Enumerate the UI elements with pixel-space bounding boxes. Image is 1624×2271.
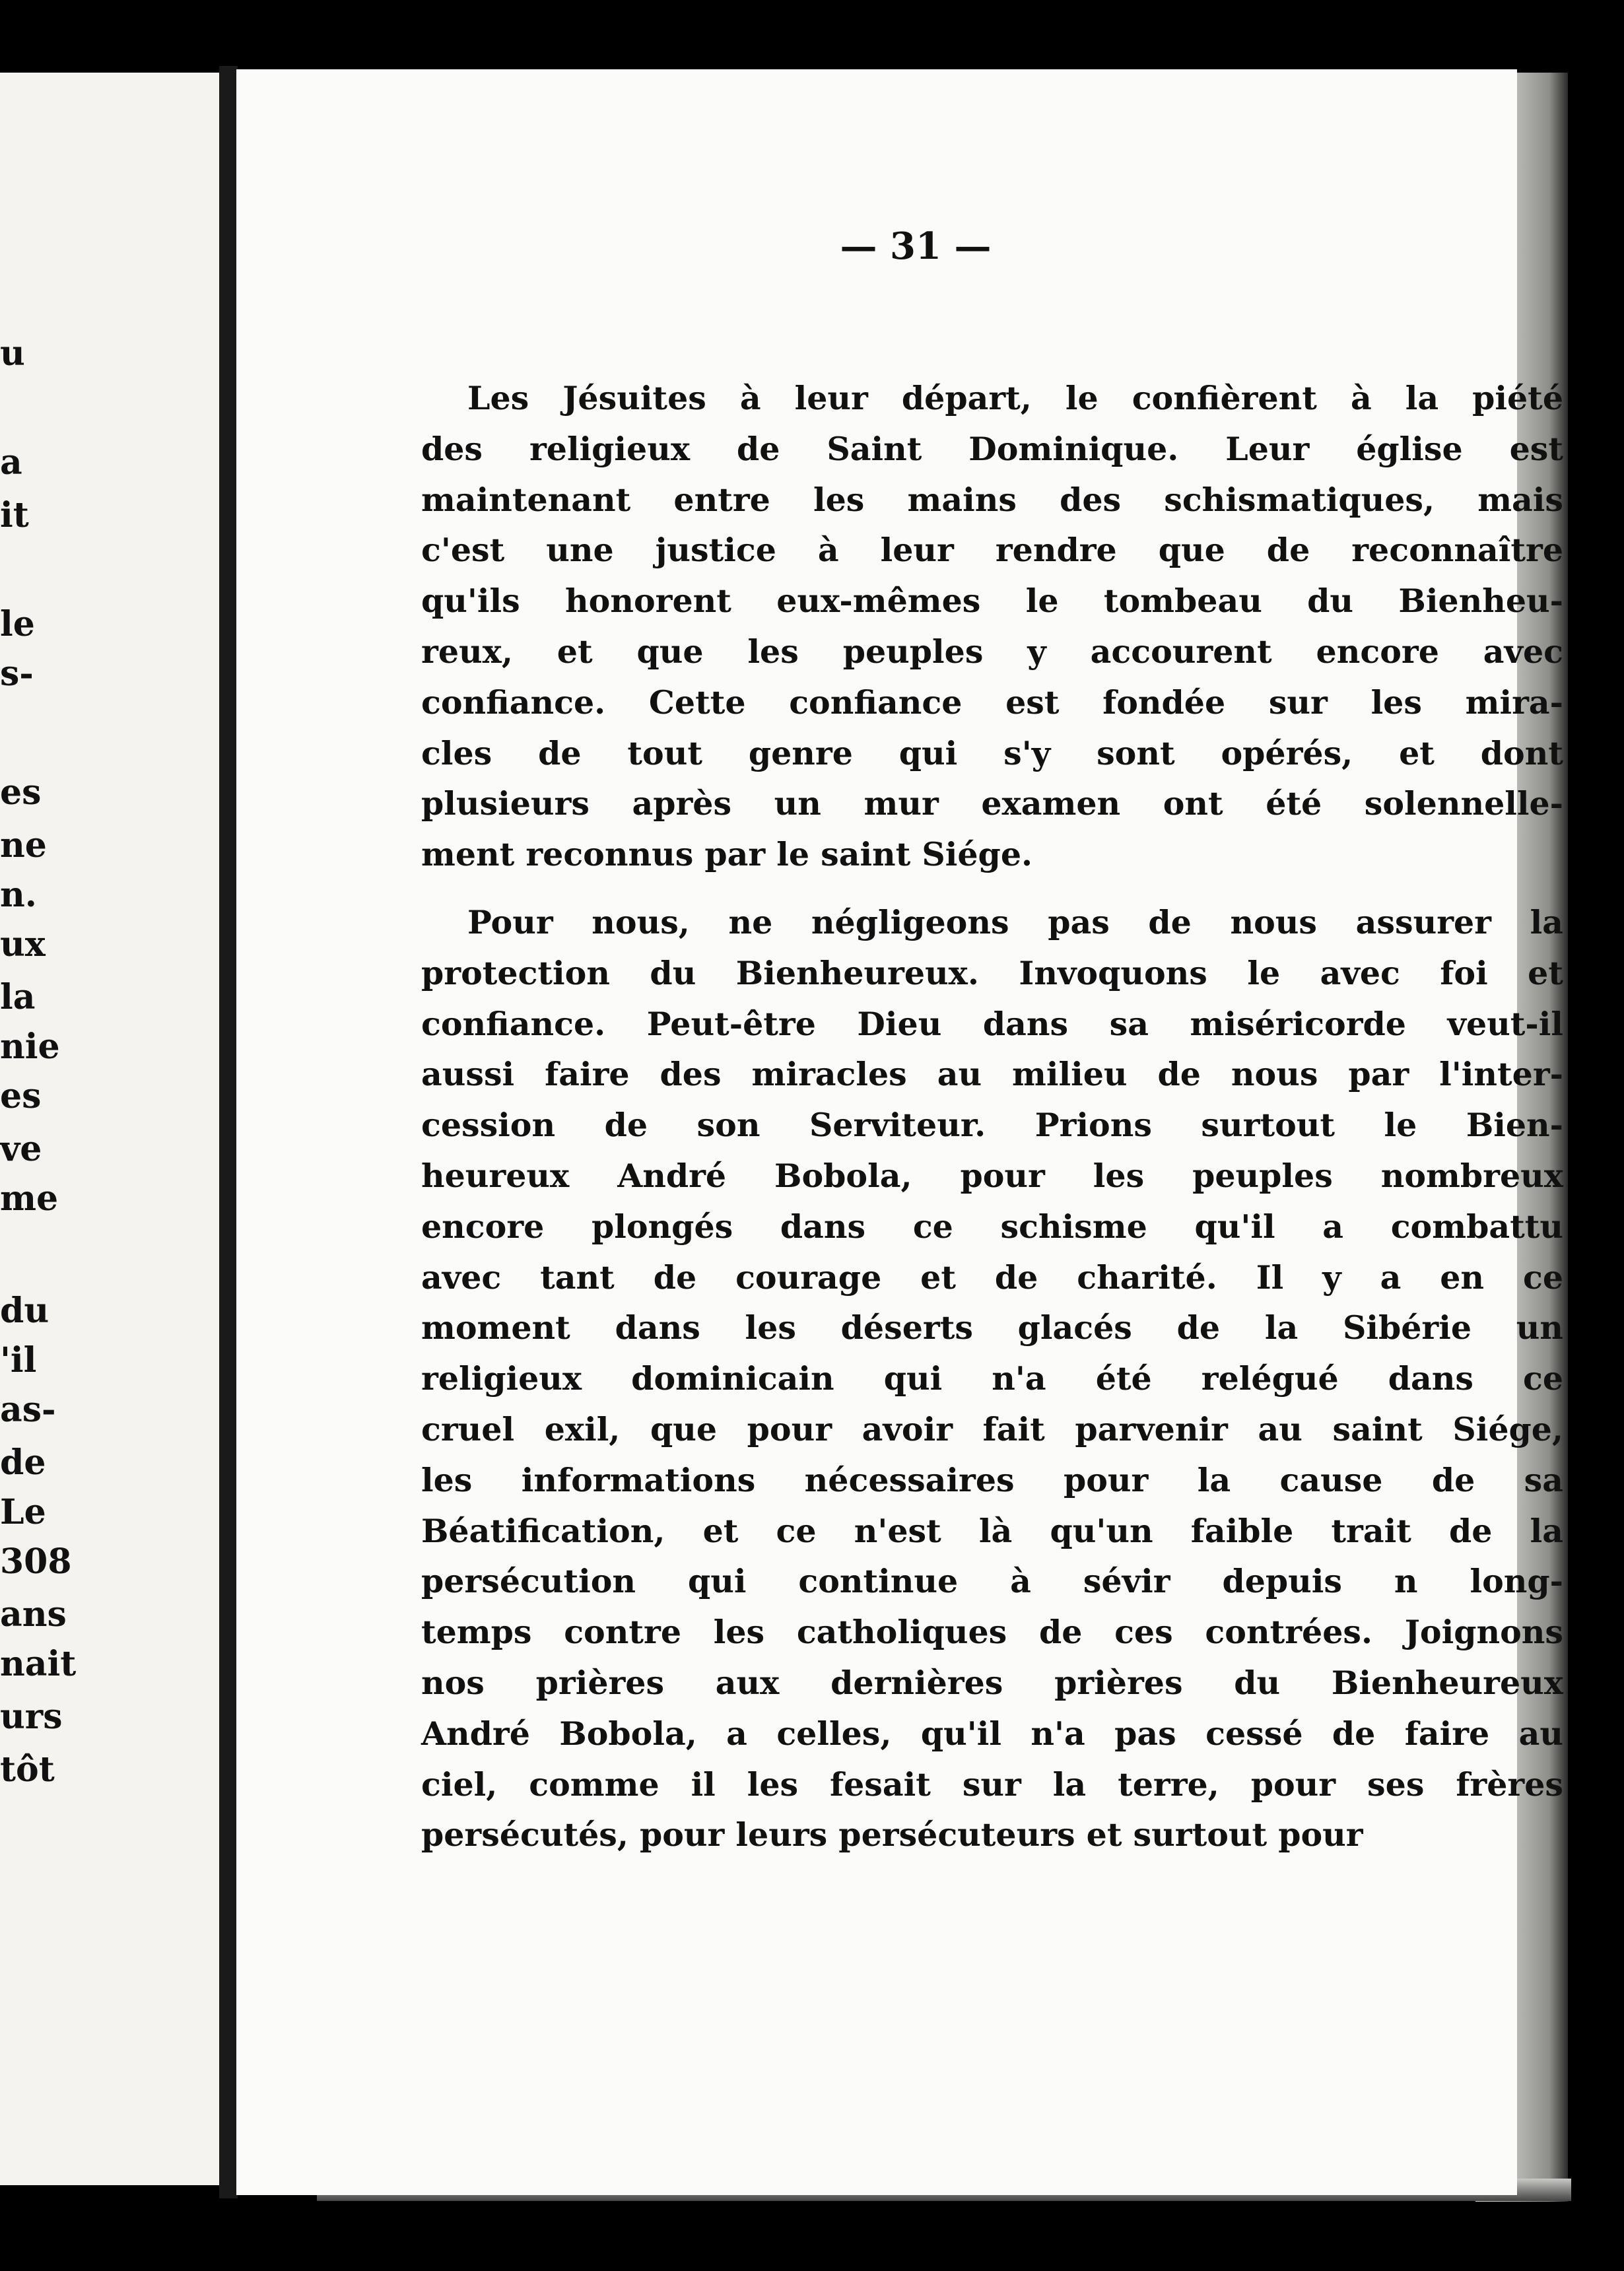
text-line: confiance. Peut-être Dieu dans sa miséricorde veut-il — [421, 1004, 1563, 1043]
book-page — [236, 69, 1563, 2195]
prev-page-fragment-text: ve — [0, 1129, 42, 1169]
text-line: avec tant de courage et de charité. Il y a en ce — [421, 1258, 1563, 1297]
text-line: cession de son Serviteur. Prions surtout le Bien- — [421, 1106, 1563, 1145]
text-line: persécution qui continue à sévir depuis n long- — [421, 1562, 1563, 1601]
text-line: André Bobola, a celles, qu'il n'a pas cessé de faire au — [421, 1714, 1563, 1753]
prev-page-fragment-text: u — [0, 333, 25, 374]
prev-page-fragment-text: urs — [0, 1697, 63, 1737]
page-body — [421, 373, 1563, 1878]
text-line: moment dans les déserts glacés de la Sibérie un — [421, 1308, 1563, 1347]
text-line: ment reconnus par le saint Siége. — [421, 835, 1033, 874]
text-line: encore plongés dans ce schisme qu'il a combattu — [421, 1207, 1563, 1246]
prev-page-fragment-text: nie — [0, 1027, 60, 1067]
text-line: cles de tout genre qui s'y sont opérés, et dont — [421, 733, 1563, 772]
text-line: les informations nécessaires pour la cause de sa — [421, 1460, 1563, 1499]
prev-page-fragment-text: es — [0, 772, 42, 813]
text-line: Pour nous, ne négligeons pas de nous assurer la — [467, 902, 1563, 941]
previous-page-fragment — [0, 73, 219, 2185]
paragraph — [421, 373, 1563, 880]
text-line: religieux dominicain qui n'a été relégué dans ce — [421, 1359, 1563, 1398]
text-line: confiance. Cette confiance est fondée sur les mira- — [421, 683, 1563, 722]
prev-page-fragment-text: a — [0, 442, 22, 483]
text-line: des religieux de Saint Dominique. Leur église est — [421, 429, 1563, 468]
prev-page-fragment-text: Le — [0, 1492, 46, 1532]
text-line: Béatification, et ce n'est là qu'un faible trait de la — [421, 1511, 1563, 1550]
prev-page-fragment-text: de — [0, 1442, 46, 1483]
text-line: persécutés, pour leurs persécuteurs et surtout pour — [421, 1815, 1363, 1854]
text-line: nos prières aux dernières prières du Bienheureux — [421, 1663, 1563, 1702]
book-gutter — [219, 66, 238, 2198]
prev-page-fragment-text: es — [0, 1076, 42, 1116]
prev-page-fragment-text: n. — [0, 875, 37, 915]
paragraph — [421, 897, 1563, 1860]
prev-page-fragment-text: le — [0, 604, 35, 644]
prev-page-fragment-text: s- — [0, 654, 34, 694]
text-line: heureux André Bobola, pour les peuples nombreux — [421, 1156, 1563, 1195]
text-line: c'est une justice à leur rendre que de reconnaître — [421, 531, 1563, 570]
prev-page-fragment-text: nait — [0, 1644, 77, 1684]
prev-page-fragment-text: ne — [0, 825, 47, 865]
prev-page-fragment-text: ans — [0, 1594, 67, 1635]
text-line: aussi faire des miracles au milieu de nous par l'inter- — [421, 1055, 1563, 1094]
text-line: ciel, comme il les fesait sur la terre, pour ses frères — [421, 1765, 1563, 1804]
text-line: reux, et que les peuples y accourent encore avec — [421, 632, 1563, 671]
prev-page-fragment-text: it — [0, 495, 29, 535]
prev-page-fragment-text: du — [0, 1291, 50, 1331]
text-line: qu'ils honorent eux-mêmes le tombeau du Bienheu- — [421, 582, 1563, 621]
prev-page-fragment-text: la — [0, 977, 36, 1017]
prev-page-fragment-text: me — [0, 1178, 59, 1219]
text-line: protection du Bienheureux. Invoquons le avec foi et — [421, 953, 1563, 992]
text-line: Les Jésuites à leur départ, le confièrent à la piété — [467, 379, 1563, 417]
prev-page-fragment-text: 'il — [0, 1340, 37, 1380]
text-line: temps contre les catholiques de ces contrées. Joignons — [421, 1613, 1563, 1652]
text-line: cruel exil, que pour avoir fait parvenir au saint Siége, — [421, 1409, 1563, 1448]
page-number — [236, 224, 1517, 268]
text-line: plusieurs après un mur examen ont été solennelle- — [421, 784, 1563, 823]
page-number-text: — 31 — — [840, 224, 992, 268]
prev-page-fragment-text: as- — [0, 1390, 56, 1430]
prev-page-fragment-text: tôt — [0, 1749, 55, 1790]
prev-page-fragment-text: 308 — [0, 1542, 72, 1582]
prev-page-fragment-text: ux — [0, 924, 46, 965]
text-line: maintenant entre les mains des schismatiques, mais — [421, 480, 1563, 519]
